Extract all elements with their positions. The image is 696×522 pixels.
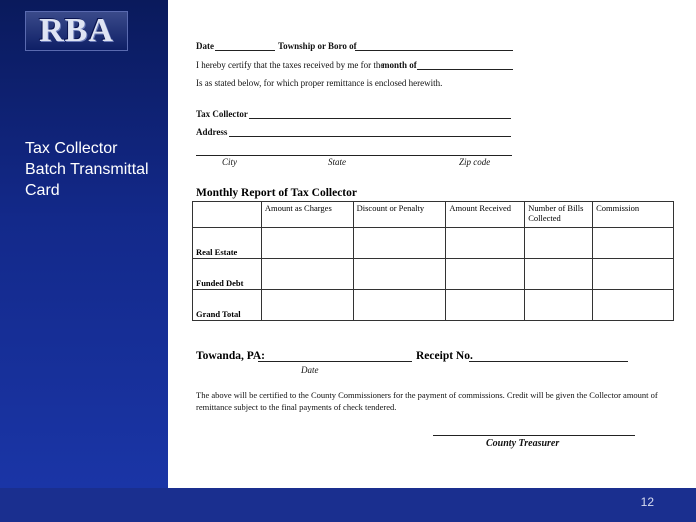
page-number: 12 <box>640 495 654 509</box>
table-row <box>193 259 674 290</box>
address-label: Address <box>196 127 228 137</box>
receipt-label: Receipt No. <box>416 350 473 362</box>
certification-note: The above will be certified to the County Commissioners for the payment of commissions. Credit will be given the Collector amount of remittance subject to the final payments of check tendered. <box>196 390 658 412</box>
report-heading: Monthly Report of Tax Collector <box>196 187 357 199</box>
tax-collector-label: Tax Collector <box>196 109 248 119</box>
logo-text: RBA <box>39 12 114 49</box>
table-row <box>193 228 674 259</box>
city-state-zip-line <box>196 155 512 156</box>
table-cell <box>353 228 446 259</box>
table-cell <box>525 259 593 290</box>
table-cell <box>261 290 353 321</box>
col-discount-penalty: Discount or Penalty <box>353 202 446 228</box>
table-header-row <box>193 202 674 228</box>
tax-collector-line <box>249 118 511 119</box>
date-line <box>215 50 275 51</box>
table-cell <box>525 290 593 321</box>
bottom-bar <box>0 488 696 522</box>
county-treasurer-label: County Treasurer <box>486 438 560 449</box>
table-cell <box>593 259 674 290</box>
slide-title-line-3: Card <box>25 182 60 199</box>
month-label: month of <box>382 60 417 70</box>
slide-title-line-1: Tax Collector <box>25 140 118 157</box>
left-panel <box>0 0 168 488</box>
col-amount-received: Amount Received <box>446 202 525 228</box>
address-line <box>229 136 511 137</box>
table-cell <box>353 259 446 290</box>
table-cell <box>446 290 525 321</box>
row-label-grand-total: Grand Total <box>193 290 262 321</box>
table-cell <box>353 290 446 321</box>
table-cell <box>593 228 674 259</box>
towanda-line <box>258 361 412 362</box>
table-row <box>193 290 674 321</box>
slide-title <box>25 138 165 201</box>
row-label-real-estate: Real Estate <box>193 228 262 259</box>
certify-text: I hereby certify that the taxes received by me for the <box>196 60 385 70</box>
row-label-funded-debt: Funded Debt <box>193 259 262 290</box>
col-commission: Commission <box>593 202 674 228</box>
col-number-bills: Number of Bills Collected <box>525 202 593 228</box>
zip-caption: Zip code <box>459 157 491 167</box>
date-caption: Date <box>301 365 319 375</box>
table-cell <box>261 259 353 290</box>
table-cell <box>525 228 593 259</box>
rba-logo <box>25 11 128 51</box>
stated-text: Is as stated below, for which proper remittance is enclosed herewith. <box>196 78 443 88</box>
table-cell <box>446 228 525 259</box>
slide-title-line-2: Batch Transmittal <box>25 161 149 178</box>
township-label: Township or Boro of <box>278 41 357 51</box>
table-cell <box>261 228 353 259</box>
date-label: Date <box>196 41 214 51</box>
township-line <box>355 50 513 51</box>
report-table <box>192 201 674 321</box>
table-header-blank <box>193 202 262 228</box>
towanda-label: Towanda, PA: <box>196 350 266 362</box>
treasurer-signature-line <box>433 435 635 436</box>
table-cell <box>446 259 525 290</box>
city-caption: City <box>222 157 237 167</box>
receipt-line <box>469 361 628 362</box>
state-caption: State <box>328 157 346 167</box>
month-line <box>417 69 513 70</box>
table-cell <box>593 290 674 321</box>
col-amount-charges: Amount as Charges <box>261 202 353 228</box>
